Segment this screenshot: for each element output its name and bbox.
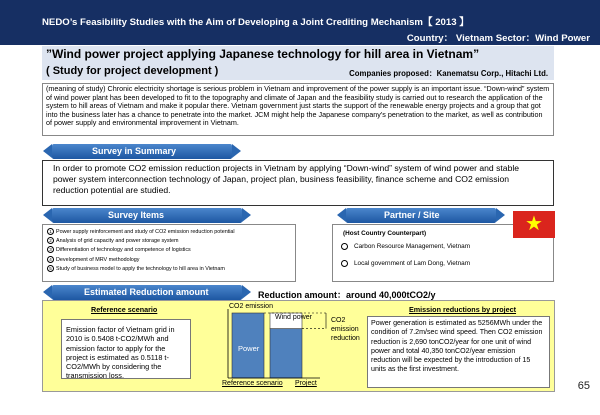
reference-scenario-heading: Reference scenario (91, 305, 158, 314)
list-item: 1 Power supply reinforcement and study of CO2 emission reduction potential (47, 228, 291, 237)
project-subtitle: ( Study for project development ) (46, 65, 219, 77)
tick-label-project: Project (295, 380, 317, 387)
survey-items-heading: Survey Items (52, 208, 242, 223)
co2-reduction-label: CO2 emission reduction (331, 317, 360, 342)
power-label: Power (238, 344, 260, 353)
country-sector: Country： Vietnam Sector：Wind Power (406, 33, 590, 44)
header-title: NEDO’s Feasibility Studies with the Aim of Developing a Joint Crediting Mechanism【 2013 】 (42, 17, 469, 28)
bar-project-power (270, 329, 302, 378)
flag-star-icon: ★ (525, 213, 543, 235)
list-item: 5 Study of business model to apply the technology to hill area in Vietnam (47, 265, 291, 274)
estimated-reduction-heading: Estimated Reduction amount (52, 285, 242, 300)
emission-reductions-heading: Emission reductions by project (409, 305, 517, 314)
tick-label-reference: Reference scenario (222, 380, 283, 387)
list-item: 4 Development of MRV methodology (47, 256, 291, 265)
page-number: 65 (577, 380, 590, 392)
reference-scenario-text: Emission factor of Vietnam grid in 2010 is 0.5408 t-CO2/MWh and emission factor to apply for the project is estimated as 0.5118 t-CO2/MWh by considering the transmission loss. (61, 319, 191, 379)
chart-top-label: CO2 emission (229, 303, 273, 310)
partner-item: Local government of Lam Dong, Vietnam (341, 260, 470, 267)
meaning-of-study: (meaning of study) Chronic electricity shortage is serious problem in Vietnam and improvement of the power supply is an important issue. “Down-wind” system of wind power plant has been developed to fit to the topography and climate of Japan and the feasibility study is carried out to research the application of the system to hill areas of Vietnam and make it popular there. Vietnam government just starts the support of the renewable energy projects and a group that got into the business later has a chance to penetrate into the market. JCM might help the Japanese company’s penetration to the market, as well as contribution of power supply and environmental improvement in Vietnam. (42, 83, 554, 136)
partner-site-heading: Partner / Site (346, 208, 496, 223)
list-item: 2 Analysis of grid capacity and power storage system (47, 237, 291, 246)
partner-item: Carbon Resource Management, Vietnam (341, 243, 470, 250)
reduction-amount: Reduction amount：around 40,000tCO2/y (258, 290, 436, 300)
host-counterpart-label: (Host Country Counterpart) (343, 230, 427, 237)
emission-reductions-text: Power generation is estimated as 5256MWh under the condition of 7.2m/sec wind speed. Then CO2 emission reduction is 2,690 tonCO2/year for one unit of wind power and total 40,350 tonCO2/year emission reduction will be expected by the introduction of 15 units as the first investment. (367, 316, 550, 388)
survey-summary-text: In order to promote CO2 emission reduction projects in Vietnam by applying “Down-wind” system of wind power and stable power system interconnection technology of Japan, project plan, business feasibility, finance scheme and CO2 emission reduction potential are studied. (42, 160, 554, 206)
companies-proposed: Companies proposed：Kanematsu Corp., Hitachi Ltd. (349, 69, 548, 78)
project-title: ”Wind power project applying Japanese technology for hill area in Vietnam” (46, 47, 480, 61)
survey-summary-heading: Survey in Summary (52, 144, 232, 159)
wind-power-label: Wind power (275, 314, 312, 321)
list-item: 3 Differentiation of technology and competence of logistics (47, 246, 291, 255)
